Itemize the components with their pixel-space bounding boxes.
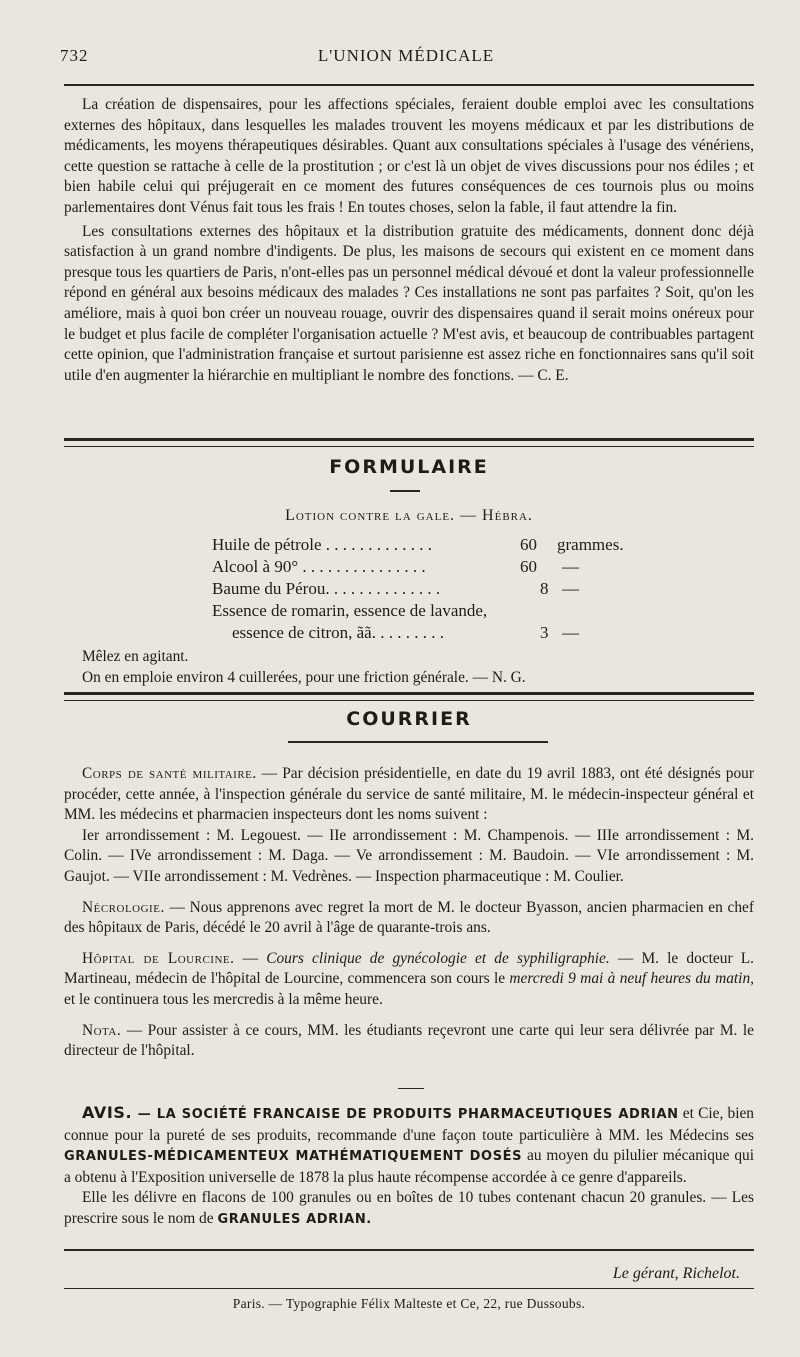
avis-paragraph-2 [64, 1188, 754, 1230]
news-item-lourcine-dash: — [234, 949, 267, 967]
intro-article [64, 95, 754, 386]
news-item-lourcine-course: Cours clinique de gynécologie et de syphiligraphie. [266, 949, 610, 967]
printer-imprint: Paris. — Typographie Félix Malteste et Ce, 22, rue Dussoubs. [232, 1296, 586, 1311]
ingredient-unit: — [562, 557, 579, 576]
footer-rule-2 [64, 1288, 754, 1289]
gerant-text: Le gérant, Richelot. [612, 1265, 740, 1282]
ingredient-qty: 3 [540, 623, 549, 642]
instruction-mix: Mêlez en agitant. [82, 648, 189, 665]
ingredient-unit: grammes. [557, 535, 624, 554]
recipe-title: Lotion contre la gale. — Hébra. [285, 507, 533, 524]
instruction-usage: On en emploie environ 4 cuillerées, pour une friction générale. — N. G. [82, 668, 526, 686]
avis-text-2: au moyen du pilulier mécanique qui a obtenu à l'Exposition universelle de 1878 la plus haute récompense accordée à ce genre d'appareils. [64, 1147, 754, 1186]
news-item-military-text: — Par décision présidentielle, en date du 19 avril 1883, ont été désignés pour procéder, cette année, à l'inspection générale du service de santé militaire, M. le médecin-inspecteur général et MM. les médecins et pharmacien inspecteurs dont les noms suivent : [64, 765, 754, 824]
formulaire-heading-rule [390, 490, 420, 492]
news-item-lourcine [64, 949, 754, 1011]
formulaire-heading: FORMULAIRE [329, 456, 489, 478]
ingredient-name: Alcool à 90° . . . . . . . . . . . . . . . [212, 557, 426, 576]
section-divider-1 [64, 438, 754, 447]
ingredient-qty: 8 [540, 579, 549, 598]
avis-product: GRANULES-MÉDICAMENTEUX MATHÉMATIQUEMENT DOSÉS [64, 1149, 523, 1165]
footer-rule-1 [64, 1249, 754, 1251]
news-item-nota-lead: Nota. [82, 1021, 122, 1039]
news-item-military-lead: Corps de santé militaire. [82, 765, 257, 782]
avis-brand: GRANULES ADRIAN. [217, 1211, 372, 1227]
running-title: L'UNION MÉDICALE [317, 46, 495, 65]
avis-paragraph-1 [64, 1103, 754, 1188]
page-number: 732 [60, 46, 89, 65]
courrier-heading-rule [288, 741, 548, 743]
intro-paragraph-2 [64, 222, 754, 387]
courrier-heading: COURRIER [346, 708, 472, 730]
avis-advertisement [64, 1103, 754, 1231]
ingredient-qty: 60 [520, 535, 537, 554]
ingredient-name: Huile de pétrole . . . . . . . . . . . . . [212, 535, 433, 554]
news-item-military [64, 764, 754, 826]
page-header [60, 46, 752, 76]
news-item-necrology-lead: Nécrologie. [82, 898, 165, 916]
avis-lead: AVIS. [82, 1103, 133, 1122]
section-divider-2 [64, 692, 754, 701]
news-item-necrology-text: — Nous apprenons avec regret la mort de M. le docteur Byasson, ancien pharmacien en chef des hôpitaux de Paris, décédé le 20 avril à l'âge de quarante-trois ans. [64, 898, 754, 937]
ingredient-name: Baume du Pérou. . . . . . . . . . . . . . [212, 579, 441, 598]
ingredient-name: essence de citron, ãã. . . . . . . . . [232, 623, 444, 642]
ingredient-qty: 60 [520, 557, 537, 576]
avis-rule [398, 1088, 424, 1089]
news-item-lourcine-lead: Hôpital de Lourcine. [82, 949, 235, 967]
intro-signature: — C. E. [518, 366, 569, 384]
news-item-lourcine-text: — M. le docteur L. Martineau, médecin de l'hôpital de Lourcine, commencera son cours le [64, 949, 754, 988]
gerant-signature [613, 1265, 740, 1283]
ingredient-unit: — [562, 623, 579, 642]
avis-text-3: Elle les délivre en flacons de 100 granules ou en boîtes de 10 tubes contenant chacun 20 granules. — Les prescrire sous le nom de [64, 1189, 754, 1227]
formulaire-instructions [64, 647, 754, 688]
news-item-nota [64, 1021, 754, 1062]
avis-text-1: et Cie, bien connue pour la pureté de ses produits, recommande d'une façon toute particulière à MM. les Médecins ses [64, 1105, 754, 1144]
courrier-news [64, 764, 754, 1062]
news-item-lourcine-date: mercredi 9 mai à neuf heures du matin, [509, 970, 754, 988]
news-item-military-list: Ier arrondissement : M. Legouest. — IIe arrondissement : M. Champenois. — IIIe arrondissement : M. Colin. — IVe arrondissement : M. Daga. — Ve arrondissement : M. Baudoin. — VIe arrondissement : M. Gaujot. — VIIe arrondissement : M. Vedrènes. — Inspection pharmaceutique : M. Coulier. [64, 826, 754, 885]
intro-paragraph-1: La création de dispensaires, pour les affections spéciales, feraient double emploi avec les consultations externes des hôpitaux, dans lesquelles les malades trouvent les moyens médicaux et par les distributions de médicaments, les moyens thérapeutiques désirables. Quant aux consultations spéciales à l'usage des vénériens, cette question se rattache à celle de la prostitution ; or c'est là un objet de vives discussions pour nos édiles ; et bien habile celui qui préjugerait en ce moment des futures conséquences de ces tournois plus ou moins parlementaires dont Vénus fait tous les frais ! En toutes choses, selon la fable, il faut attendre la fin. [64, 96, 754, 216]
avis-company: — LA SOCIÉTÉ FRANCAISE DE PRODUITS PHARMACEUTIQUES ADRIAN [132, 1107, 679, 1122]
ingredient-name: Essence de romarin, essence de lavande, [212, 601, 488, 620]
news-item-necrology [64, 898, 754, 939]
news-item-nota-text: — Pour assister à ce cours, MM. les étudiants reçevront une carte qui leur sera délivrée par M. le directeur de l'hôpital. [64, 1021, 754, 1060]
news-item-lourcine-end: et le continuera tous les mercredis à la même heure. [64, 990, 383, 1008]
intro-paragraph-2-text: Les consultations externes des hôpitaux et la distribution gratuite des médicaments, donnent donc déjà satisfaction à un grand nombre d'indigents. De plus, les maisons de secours qui existent en ce moment dans presque tous les quartiers de Paris, n'ont-elles pas un personnel médical dévoué et dont la valeur professionnelle répond en général aux besoins médicaux des malades ? Ces installations ne sont pas parfaites ? Soit, qu'on les améliore, mais à quoi bon créer un nouveau rouage, ouvrir des dispensaires quand il serait moins onéreux pour le budget et plus facile de compléter l'organisation actuelle ? M'est avis, et beaucoup de contribuables partagent cette opinion, que l'administration française et surtout parisienne est assez riche en fonctionnaires sans qu'il soit utile d'en augmenter la hiérarchie en multipliant le nombre des fonctions. [64, 222, 754, 384]
ingredient-unit: — [562, 579, 579, 598]
header-rule [64, 84, 754, 86]
